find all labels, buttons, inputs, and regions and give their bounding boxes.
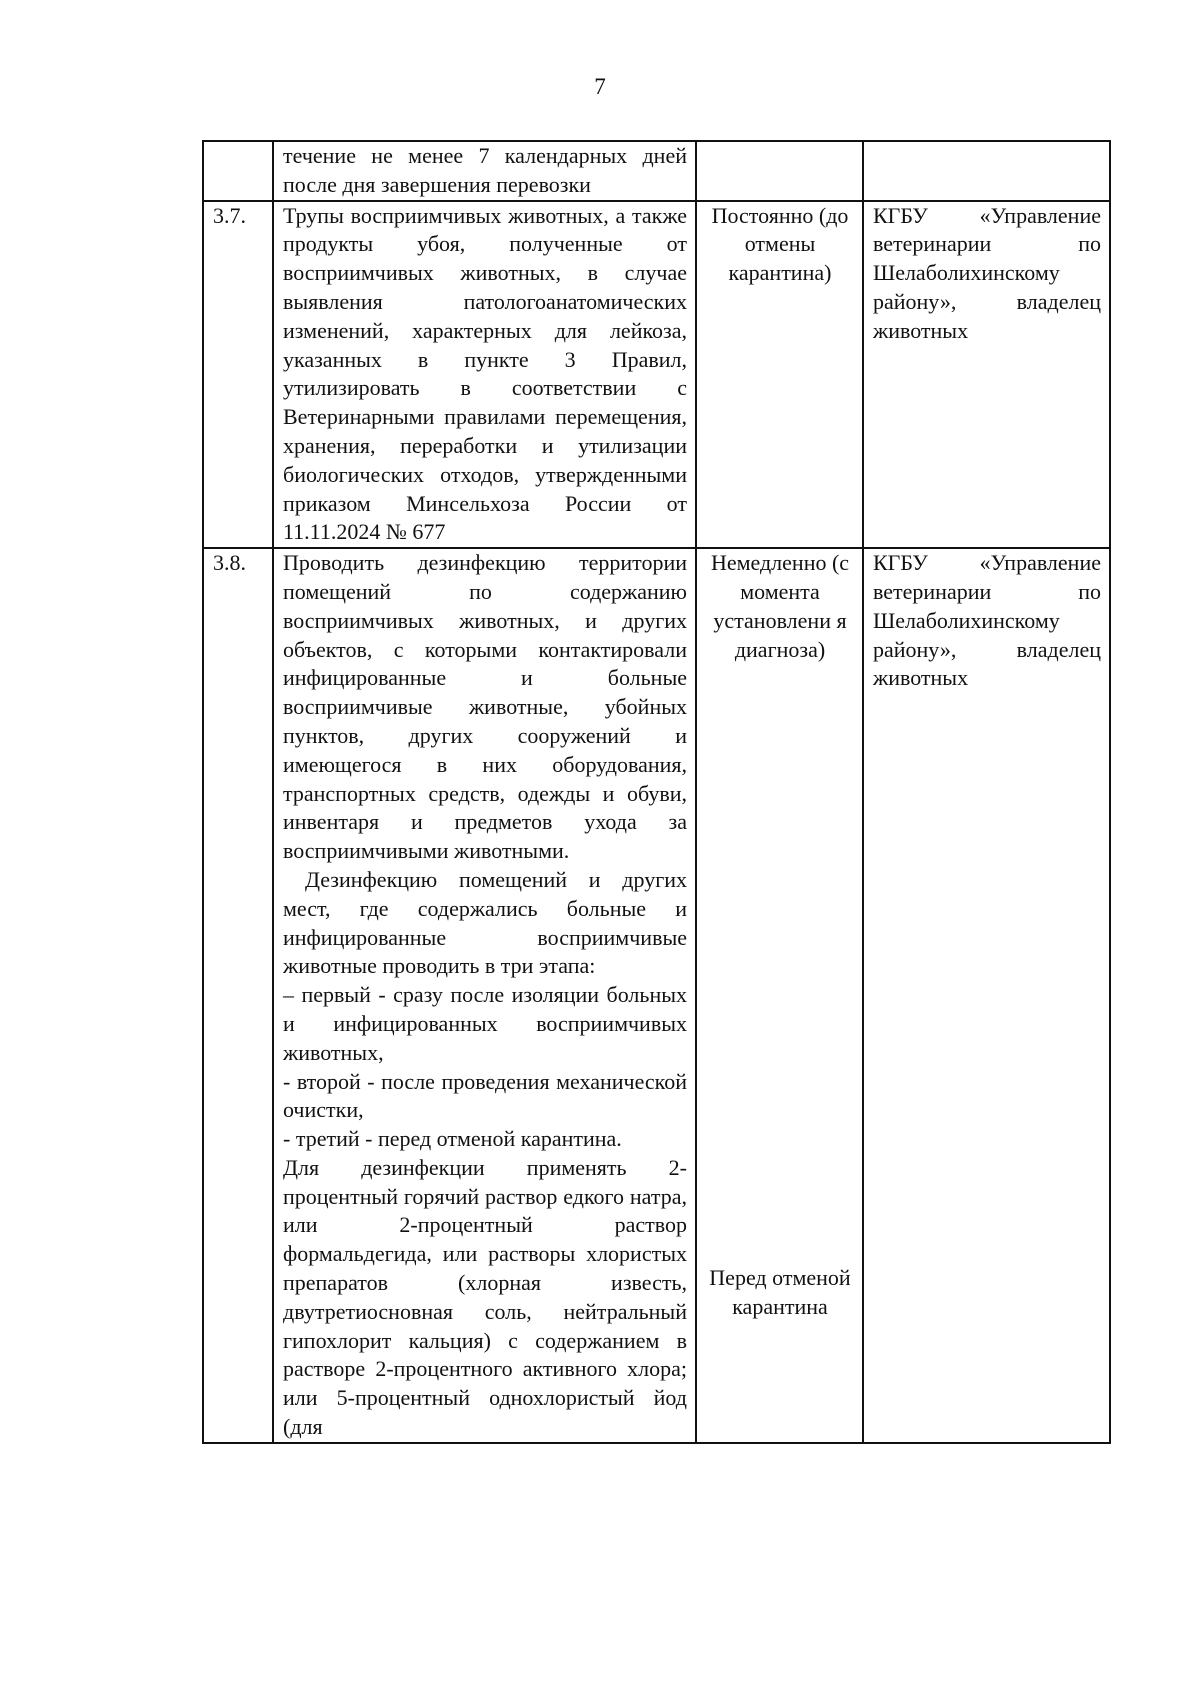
row-number: 3.7. <box>203 201 273 549</box>
measure-paragraph: - второй - после проведения механической очистки, <box>283 1068 687 1123</box>
row-number <box>203 141 273 201</box>
table-row <box>203 141 1110 201</box>
measure-text <box>273 548 696 1443</box>
table-row <box>203 548 1110 1443</box>
measure-paragraph: – первый - сразу после изоляции больных и инфицированных восприимчивых животных, <box>283 982 687 1065</box>
term-before-quarantine-end: Перед отменой карантина <box>709 1265 851 1320</box>
responsible-cell <box>863 141 1110 201</box>
measures-table <box>202 140 1111 1444</box>
term-cell: Постоянно (до отмены карантина) <box>696 201 863 549</box>
measure-paragraph: течение не менее 7 календарных дней после дня завершения перевозки <box>283 143 687 197</box>
measure-paragraph: Проводить дезинфекцию территории помещений по содержанию восприимчивых животных, и других объектов, с которыми контактировали инфицированные и больные восприимчивые животные, убойных пунктов, других сооружений и имеющегося в них оборудования, транспортных средств, одежды и обуви, инвентаря и предметов ухода за восприимчивыми животными. <box>283 550 687 864</box>
responsible-cell: КГБУ «Управление ветеринарии по Шелаболихинскому району», владелец животных <box>863 548 1110 1443</box>
table-row <box>203 201 1110 549</box>
responsible-cell: КГБУ «Управление ветеринарии по Шелаболихинскому району», владелец животных <box>863 201 1110 549</box>
row-number: 3.8. <box>203 548 273 1443</box>
page-number: 7 <box>594 74 606 99</box>
measure-paragraph: Для дезинфекции применять 2-процентный горячий раствор едкого натра, или 2-процентный раствор формальдегида, или растворы хлористых препаратов (хлорная известь, двутретиосновная соль, нейтральный гипохлорит кальция) с содержанием в растворе 2-процентного активного хлора; или 5-процентный однохлористый йод (для <box>283 1154 687 1440</box>
measure-paragraph: - третий - перед отменой карантина. <box>283 1126 622 1152</box>
measure-paragraph: Дезинфекцию помещений и других мест, где содержались больные и инфицированные восприимчивые животные проводить в три этапа: <box>283 866 687 979</box>
term-immediate: Немедленно (с момента установлени я диагноза) <box>710 550 850 662</box>
measure-paragraph: Трупы восприимчивых животных, а также продукты убоя, полученные от восприимчивых животных, в случае выявления патологоанатомических изменений, характерных для лейкоза, указанных в пункте 3 Правил, утилизировать в соответствии с Ветеринарными правилами перемещения, хранения, переработки и утилизации биологических отходов, утвержденными приказом Минсельхоза России от 11.11.2024 № 677 <box>283 202 687 545</box>
term-cell <box>696 141 863 201</box>
measure-text <box>273 201 696 549</box>
term-cell <box>696 548 863 1443</box>
measure-text <box>273 141 696 201</box>
